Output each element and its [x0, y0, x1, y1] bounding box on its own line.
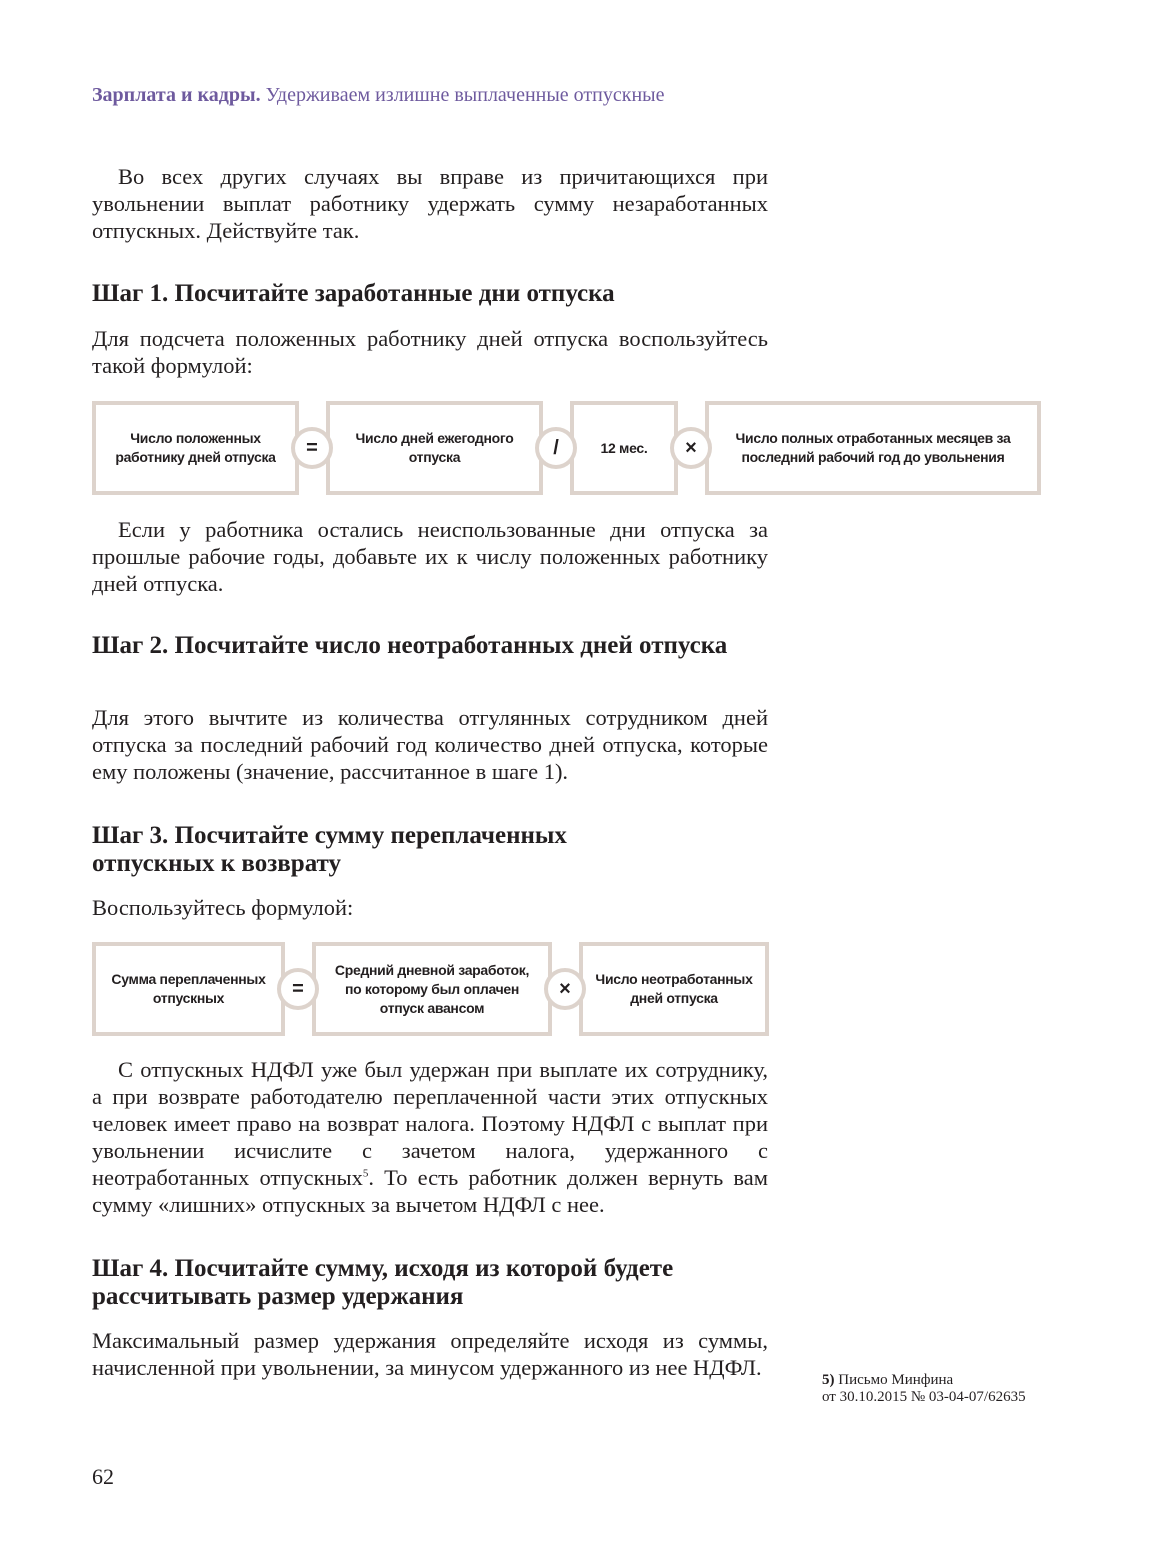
equals-icon: = — [277, 968, 319, 1010]
paragraph-text: . То есть работник должен вернуть вам сумму «лишних» отпускных за вычетом НДФЛ с нее. — [92, 1165, 768, 1217]
step3-heading: Шаг 3. Посчитайте сумму переплаченных отпускных к возврату — [92, 822, 567, 877]
chapter-title: Удерживаем излишне выплаченные отпускные — [265, 84, 665, 106]
step1-heading: Шаг 1. Посчитайте заработанные дни отпуска — [92, 280, 615, 307]
intro-paragraph: Во всех других случаях вы вправе из причитающихся при увольнении выплат работнику удержать сумму незаработанных отпускных. Действуйте так. — [92, 164, 768, 243]
step2-heading: Шаг 2. Посчитайте число неотработанных дней отпуска — [92, 632, 728, 659]
running-header — [92, 84, 664, 107]
multiply-icon: × — [670, 427, 712, 469]
footnote-number: 5) — [822, 1372, 835, 1388]
formula2-term1: Средний дневной заработок, по которому был оплачен отпуск авансом — [312, 942, 552, 1036]
formula1-term2: 12 мес. — [570, 401, 678, 495]
formula1-result: Число положенных работнику дней отпуска — [92, 401, 299, 495]
footnote-ref: 5 — [362, 1167, 369, 1180]
formula1-term1: Число дней ежегодного отпуска — [326, 401, 543, 495]
equals-icon: = — [291, 427, 333, 469]
step1-text: Для подсчета положенных работнику дней отпуска воспользуйтесь такой формулой: — [92, 326, 768, 378]
page-number: 62 — [92, 1464, 114, 1489]
step3-after-paragraph — [92, 1056, 768, 1218]
footnote — [822, 1372, 1026, 1406]
paragraph-text: С отпускных НДФЛ уже был удержан при выплате их сотруднику, а при возврате работодателю переплаченной части этих отпускных человек имеет право на возврат налога. Поэтому НДФЛ с выплат при увольнении исчислите с зачетом налога, удержанного с неотработанных отпускных — [92, 1057, 768, 1190]
multiply-icon: × — [544, 968, 586, 1010]
footnote-line: от 30.10.2015 № 03-04-07/62635 — [822, 1389, 1026, 1405]
divide-icon: / — [535, 427, 577, 469]
step1-after-paragraph: Если у работника остались неиспользованные дни отпуска за прошлые рабочие годы, добавьте их к числу положенных работнику дней отпуска. — [92, 517, 768, 596]
formula2-term2: Число неотработанных дней отпуска — [579, 942, 769, 1036]
footnote-line: Письмо Минфина — [838, 1372, 954, 1388]
formula1-term3: Число полных отработанных месяцев за последний рабочий год до увольнения — [705, 401, 1041, 495]
section-name: Зарплата и кадры. — [92, 84, 261, 106]
step3-text: Воспользуйтесь формулой: — [92, 895, 354, 920]
step4-heading: Шаг 4. Посчитайте сумму, исходя из которой будете рассчитывать размер удержания — [92, 1255, 674, 1310]
formula2-result: Сумма переплаченных отпускных — [92, 942, 285, 1036]
step2-text: Для этого вычтите из количества отгулянных сотрудником дней отпуска за последний рабочий год количество дней отпуска, которые ему положены (значение, рассчитанное в шаге 1). — [92, 705, 768, 784]
step4-text: Максимальный размер удержания определяйте исходя из суммы, начисленной при увольнении, за минусом удержанного из нее НДФЛ. — [92, 1328, 768, 1380]
